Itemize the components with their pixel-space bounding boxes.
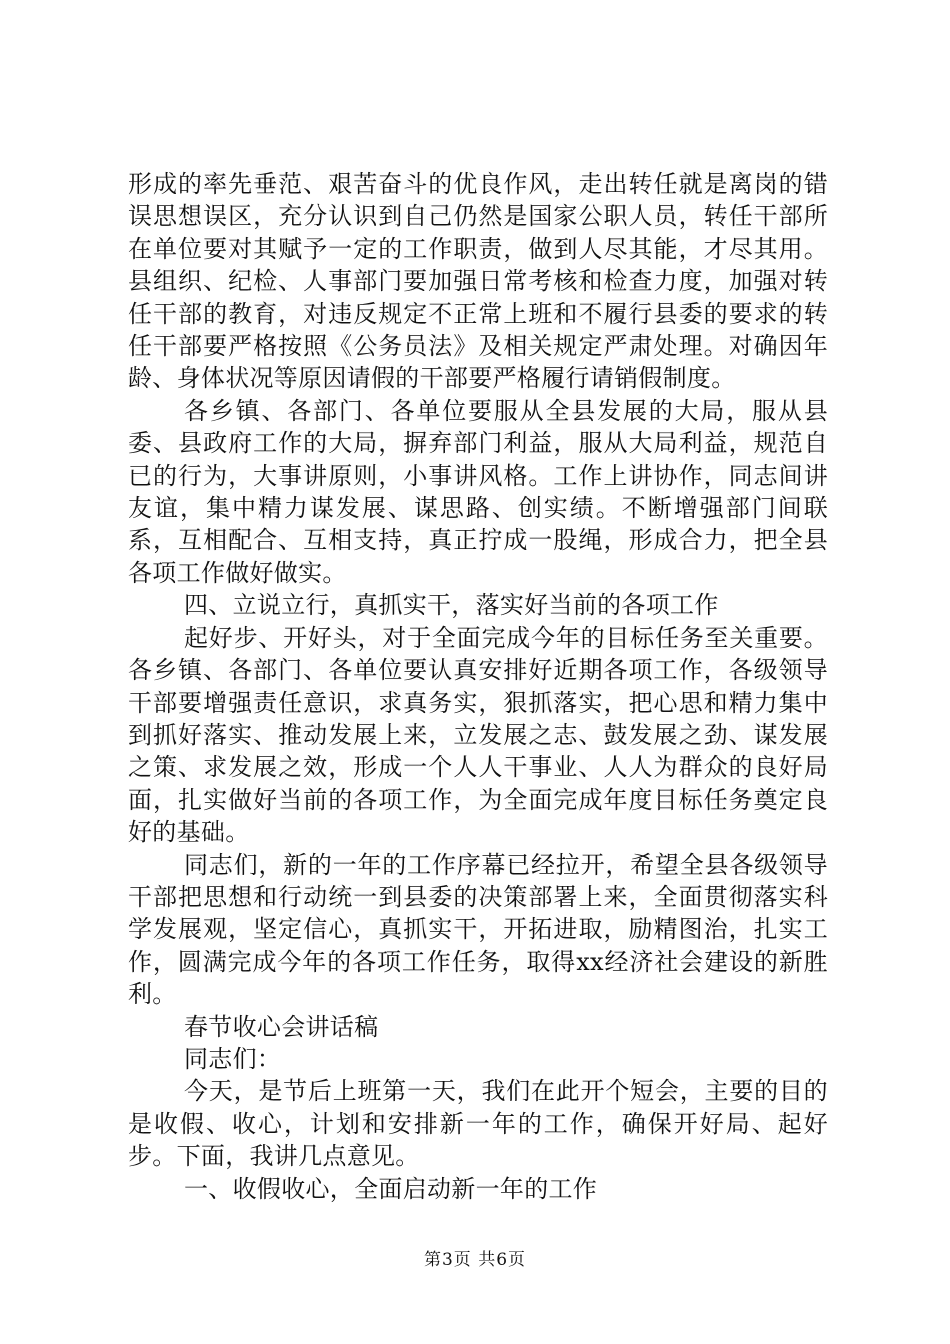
salutation: 同志们： <box>184 1044 282 1073</box>
page-number-footer: 第3页 共6页 <box>423 1250 527 1270</box>
paragraph-1: 形成的率先垂范、艰苦奋斗的优良作风，走出转任就是离岗的错误思想误区，充分认识到自己仍然是国家公职人员，转任干部所在单位要对其赋予一定的工作职责，做到人尽其能，才尽其用。县组织、纪检、人事部门要加强日常考核和检查力度，加强对转任干部的教育，对违反规定不正常上班和不履行县委的要求的转任干部要严格按照《公务员法》及相关规定严肃处理。对确因年龄、身体状况等原因请假的干部要严格履行请销假制度。 <box>128 170 828 393</box>
paragraph-5: 今天，是节后上班第一天，我们在此开个短会，主要的目的是收假、收心，计划和安排新一年的工作，确保开好局、起好步。下面，我讲几点意见。 <box>128 1077 828 1171</box>
document-body <box>128 168 828 1205</box>
section-heading-4: 四、立说立行，真抓实干，落实好当前的各项工作 <box>184 591 719 620</box>
paragraph-3: 起好步、开好头，对于全面完成今年的目标任务至关重要。各乡镇、各部门、各单位要认真安排好近期各项工作，各级领导干部要增强责任意识，求真务实，狠抓落实，把心思和精力集中到抓好落实、推动发展上来，立发展之志、鼓发展之劲、谋发展之策、求发展之效，形成一个人人干事业、人人为群众的良好局面，扎实做好当前的各项工作，为全面完成年度目标任务奠定良好的基础。 <box>128 623 828 847</box>
paragraph-2: 各乡镇、各部门、各单位要服从全县发展的大局，服从县委、县政府工作的大局，摒弃部门利益，服从大局利益，规范自已的行为，大事讲原则，小事讲风格。工作上讲协作，同志间讲友谊，集中精力谋发展、谋思路、创实绩。不断增强部门间联系，互相配合、互相支持，真正拧成一股绳，形成合力，把全县各项工作做好做实。 <box>128 396 828 587</box>
paragraph-4: 同志们，新的一年的工作序幕已经拉开，希望全县各级领导干部把思想和行动统一到县委的决策部署上来，全面贯彻落实科学发展观，坚定信心，真抓实干，开拓进取，励精图治，扎实工作，圆满完成今年的各项工作任务，取得xx经济社会建设的新胜利。 <box>128 850 828 1009</box>
speech-title: 春节收心会讲话稿 <box>184 1012 379 1041</box>
section-heading-1: 一、收假收心，全面启动新一年的工作 <box>184 1174 598 1203</box>
